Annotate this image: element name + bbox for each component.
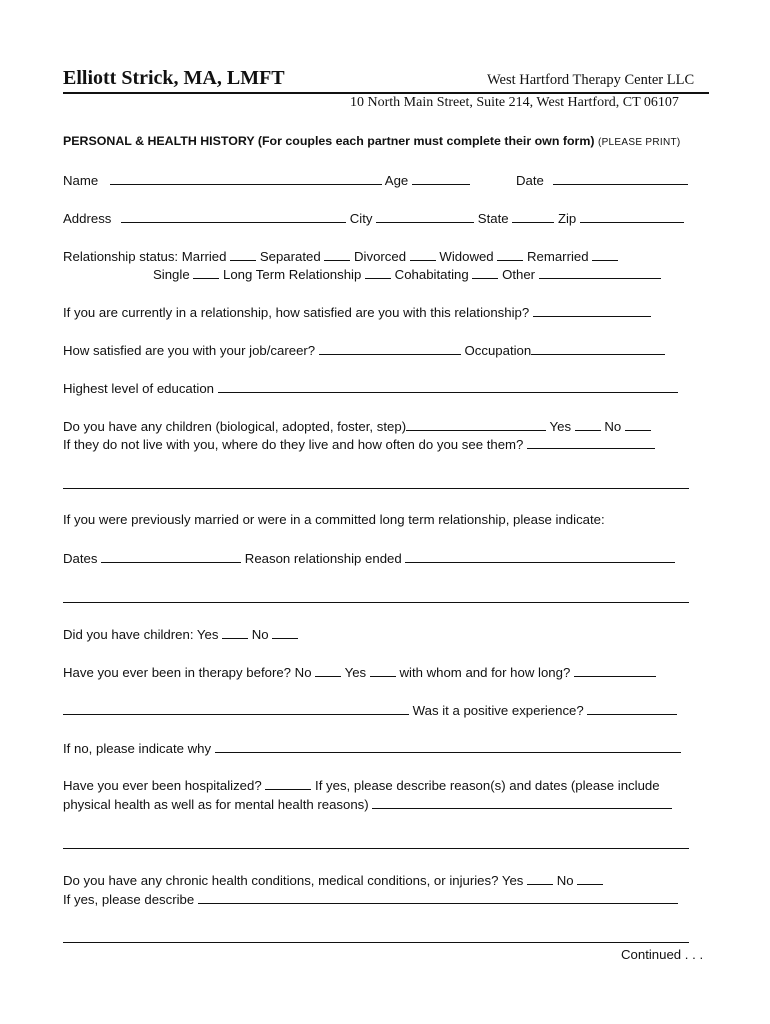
state-label: State [477,211,509,226]
children-yes-label: Yes [549,419,572,434]
chronic-row [63,872,603,889]
chronic-describe-row [63,891,678,908]
reason-line[interactable] [63,602,689,603]
name-row [63,172,470,189]
chronic-no-label: No [556,873,574,888]
married-label: Married [181,249,227,264]
hospital-row-2 [63,796,672,813]
chronic-describe-field[interactable] [198,891,678,904]
if-no-row [63,740,681,757]
hospital-reason-field[interactable] [372,796,672,809]
dates-field[interactable] [101,550,241,563]
cohabitating-check[interactable] [472,266,498,279]
rel-satisfaction-field[interactable] [533,304,651,317]
children-live-line[interactable] [63,488,689,489]
long-term-label: Long Term Relationship [223,267,362,282]
widowed-check[interactable] [497,248,523,261]
previous-rel-question: If you were previously married or were in a committed long term relationship, please indicate: [63,512,605,527]
had-children-row [63,626,298,643]
divorced-check[interactable] [410,248,436,261]
children-yes-check[interactable] [575,418,601,431]
city-field[interactable] [376,210,474,223]
state-field[interactable] [512,210,554,223]
city-label: City [349,211,373,226]
chronic-yes-check[interactable] [527,872,553,885]
long-term-check[interactable] [365,266,391,279]
if-no-label: If no, please indicate why [63,741,212,756]
chronic-no-check[interactable] [577,872,603,885]
children-no-check[interactable] [625,418,651,431]
previous-rel-row [63,512,605,528]
address-row [63,210,684,227]
relationship-label: Relationship status: [63,249,179,264]
practice-name: West Hartford Therapy Center LLC [487,72,695,88]
single-check[interactable] [193,266,219,279]
therapy-row [63,664,656,681]
divorced-label: Divorced [354,249,407,264]
rel-satisfaction-row [63,304,651,321]
hospital-line[interactable] [63,848,689,849]
positive-row [63,702,677,719]
relationship-row-1 [63,248,618,265]
date-field[interactable] [553,172,688,185]
occupation-label: Occupation [464,343,532,358]
positive-question: Was it a positive experience? [412,703,584,718]
heading-text: PERSONAL & HEALTH HISTORY (For couples each partner must complete their own form) [63,134,595,148]
hospital-row [63,777,660,794]
separated-check[interactable] [324,248,350,261]
separated-label: Separated [259,249,321,264]
other-field[interactable] [539,266,661,279]
other-label: Other [502,267,536,282]
job-field[interactable] [319,342,461,355]
positive-field[interactable] [587,702,677,715]
single-label: Single [153,267,190,282]
hospital-field[interactable] [265,777,311,790]
children-live-row [63,436,655,453]
reason-field[interactable] [405,550,675,563]
had-children-no-check[interactable] [272,626,298,639]
hospital-question: Have you ever been hospitalized? [63,778,262,793]
remarried-check[interactable] [592,248,618,261]
chronic-line[interactable] [63,942,689,943]
education-field[interactable] [218,380,678,393]
education-row [63,380,678,397]
therapy-no-label: No [294,665,312,680]
cohabitating-label: Cohabitating [394,267,469,282]
clinician-name: Elliott Strick, MA, LMFT [63,67,285,89]
age-field[interactable] [412,172,470,185]
practice-address: 10 North Main Street, Suite 214, West Hartford, CT 06107 [350,95,679,110]
dates-row [63,550,675,567]
age-label: Age [384,173,409,188]
chronic-yes-label: Yes [501,873,524,888]
had-children-yes-label: Yes [196,627,219,642]
had-children-no-label: No [251,627,269,642]
job-row [63,342,665,359]
rel-satisfaction-question: If you are currently in a relationship, how satisfied are you with this relationship? [63,305,530,320]
date-row [516,172,688,189]
name-label: Name [63,173,99,188]
children-live-question: If they do not live with you, where do they live and how often do you see them? [63,437,524,452]
had-children-yes-check[interactable] [222,626,248,639]
occupation-field[interactable] [531,342,665,355]
hospital-if-yes: If yes, please describe reason(s) and dates (please include [315,778,660,793]
children-question: Do you have any children (biological, adopted, foster, step) [63,419,407,434]
hospital-line2: physical health as well as for mental health reasons) [63,797,369,812]
dates-label: Dates [63,551,98,566]
reason-label: Reason relationship ended [244,551,402,566]
therapy-yes-label: Yes [344,665,367,680]
children-live-field[interactable] [527,436,655,449]
education-label: Highest level of education [63,381,215,396]
chronic-describe-label: If yes, please describe [63,892,195,907]
therapy-yes-check[interactable] [370,664,396,677]
with-whom-field[interactable] [574,664,656,677]
therapy-no-check[interactable] [315,664,341,677]
with-whom-label: with whom and for how long? [399,665,571,680]
address-label: Address [63,211,112,226]
zip-field[interactable] [580,210,684,223]
address-field[interactable] [121,210,346,223]
therapy-details-field[interactable] [63,702,409,715]
header-rule [63,92,709,94]
widowed-label: Widowed [439,249,494,264]
remarried-label: Remarried [527,249,589,264]
relationship-row-2 [153,266,661,283]
job-question: How satisfied are you with your job/career? [63,343,316,358]
if-no-field[interactable] [215,740,681,753]
form-heading [63,134,681,148]
zip-label: Zip [557,211,577,226]
name-field[interactable] [110,172,382,185]
children-no-label: No [604,419,622,434]
heading-note: (PLEASE PRINT) [597,137,681,148]
continued-label: Continued . . . [621,947,704,962]
children-row [63,418,651,435]
married-check[interactable] [230,248,256,261]
children-field[interactable] [406,418,546,431]
therapy-question: Have you ever been in therapy before? [63,665,291,680]
had-children-question: Did you have children: [63,627,194,642]
date-label: Date [516,173,544,188]
chronic-question: Do you have any chronic health conditions, medical conditions, or injuries? [63,873,499,888]
